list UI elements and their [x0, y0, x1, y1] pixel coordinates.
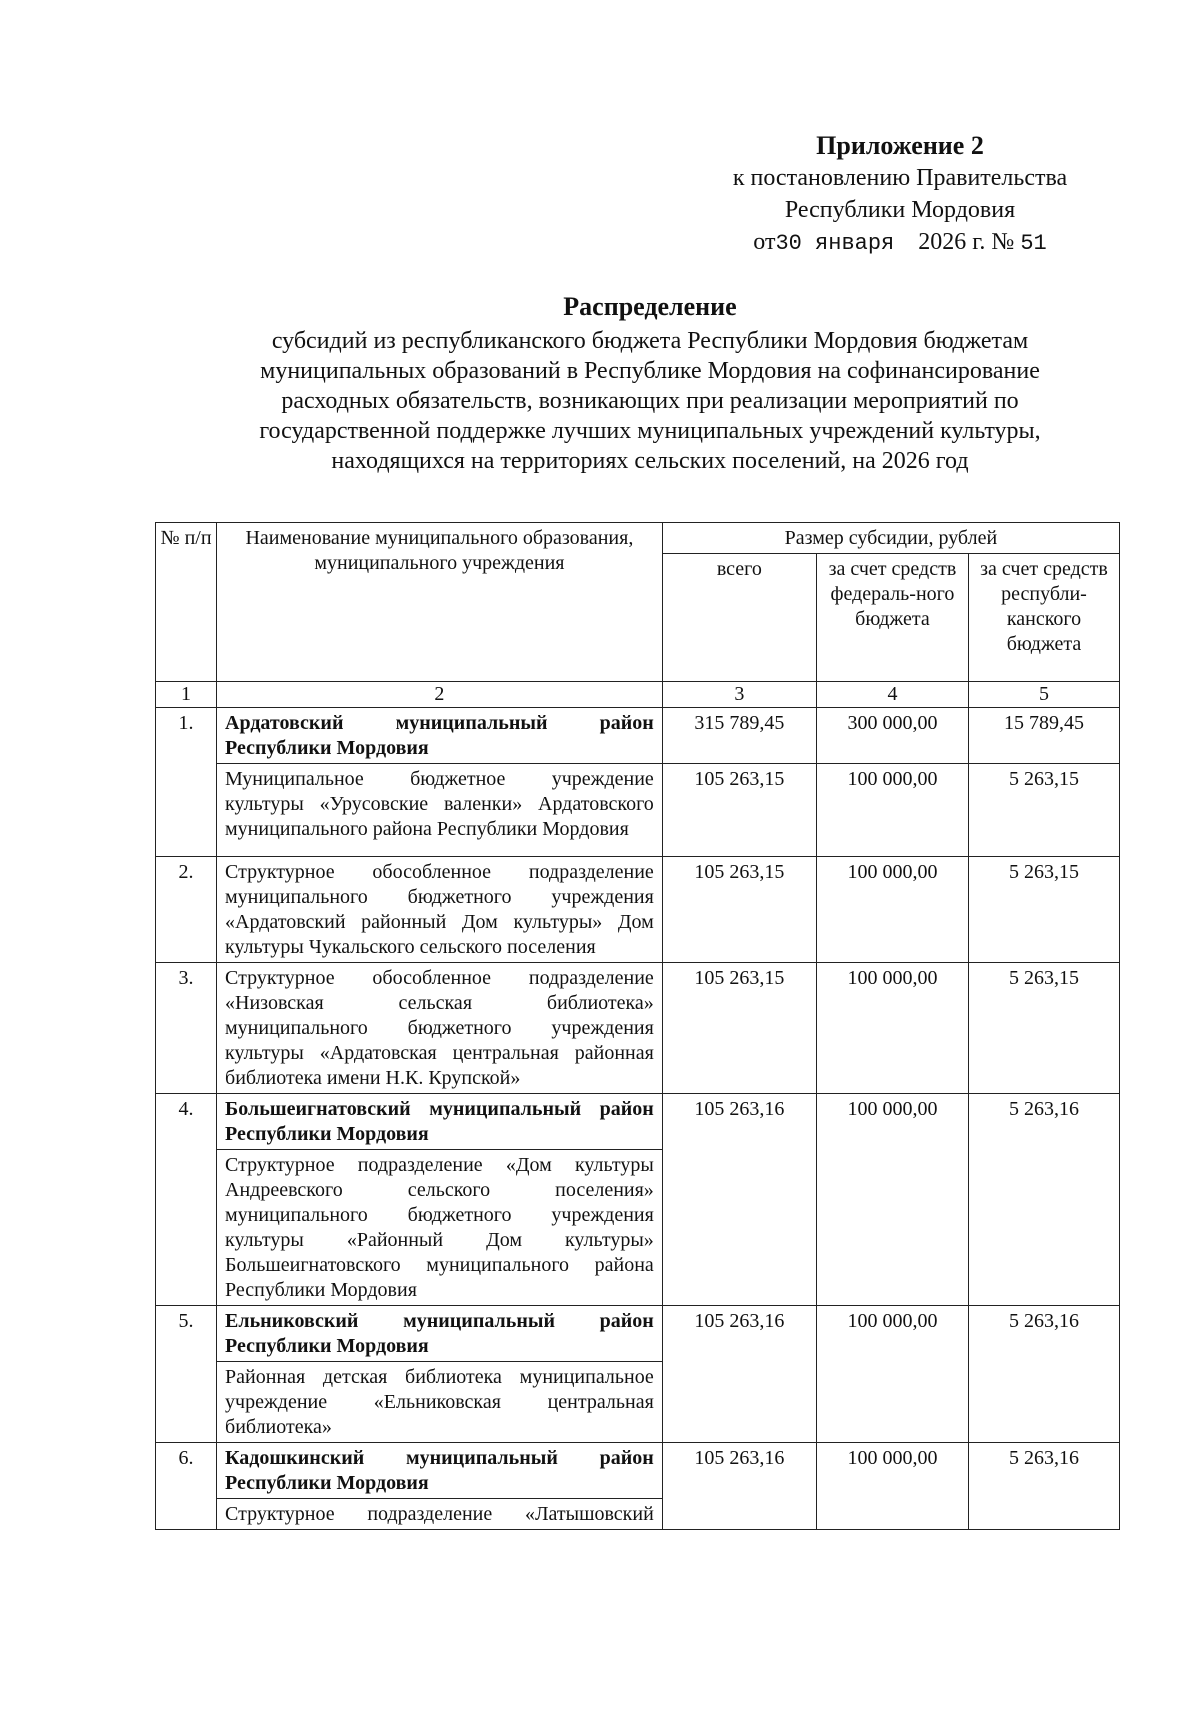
value-total: 315 789,45 [662, 708, 816, 764]
appendix-line-1: к постановлению Правительства [732, 165, 1068, 191]
title-line-1: субсидий из республиканского бюджета Республики Мордовия бюджетам [271, 328, 1029, 354]
header-num: № п/п [156, 523, 217, 682]
date-year: 2026 г. № [918, 229, 1015, 255]
value-republic: 5 263,15 [968, 963, 1119, 1094]
value-total: 105 263,16 [662, 1306, 816, 1443]
subsidy-table [155, 522, 1120, 1530]
value-federal: 100 000,00 [816, 857, 968, 963]
date-handwritten: 30 января [775, 231, 895, 256]
value-total: 105 263,16 [662, 1094, 816, 1306]
appendix-title: Приложение 2 [816, 131, 984, 160]
row-number: 2. [156, 857, 217, 963]
row-number: 5. [156, 1306, 217, 1443]
district-name: Большеигнатовский муниципальный район Республики Мордовия [217, 1094, 663, 1150]
col-number: 2 [217, 682, 663, 708]
value-republic: 5 263,16 [968, 1443, 1119, 1530]
institution-name: Структурное подразделение «Латышовский [217, 1499, 663, 1530]
col-number: 4 [816, 682, 968, 708]
date-prefix: от [753, 229, 776, 255]
title-line-4: государственной поддержке лучших муниципальных учреждений культуры, [259, 418, 1041, 444]
table-row [156, 1443, 1120, 1499]
district-name: Кадошкинский муниципальный район Республики Мордовия [217, 1443, 663, 1499]
table-row [156, 857, 1120, 963]
value-republic: 5 263,15 [968, 764, 1119, 857]
table-row [156, 963, 1120, 1094]
header-total: всего [662, 554, 816, 682]
value-republic: 5 263,16 [968, 1094, 1119, 1306]
table-row [156, 1094, 1120, 1150]
header-republic: за счет средств республи-канского бюджета [968, 554, 1119, 682]
value-federal: 100 000,00 [816, 1443, 968, 1530]
col-number: 5 [968, 682, 1119, 708]
value-total: 105 263,15 [662, 963, 816, 1094]
col-number: 3 [662, 682, 816, 708]
value-federal: 100 000,00 [816, 963, 968, 1094]
value-federal: 100 000,00 [816, 764, 968, 857]
header-size: Размер субсидии, рублей [662, 523, 1119, 554]
district-name: Ельниковский муниципальный район Республики Мордовия [217, 1306, 663, 1362]
value-republic: 15 789,45 [968, 708, 1119, 764]
value-federal: 300 000,00 [816, 708, 968, 764]
value-republic: 5 263,16 [968, 1306, 1119, 1443]
column-number-row [156, 682, 1120, 708]
appendix-line-2: Республики Мордовия [784, 197, 1016, 223]
value-federal: 100 000,00 [816, 1306, 968, 1443]
institution-name: Структурное подразделение «Дом культуры Андреевского сельского поселения» муниципального бюджетного учреждения культуры «Районный Дом культуры» Большеигнатовского муниципального района Республики Мордовия [217, 1150, 663, 1306]
document-title [150, 292, 1150, 476]
row-number: 4. [156, 1094, 217, 1306]
row-number: 3. [156, 963, 217, 1094]
table-header-row [156, 523, 1120, 554]
table-row [156, 764, 1120, 857]
header-federal: за счет средств федераль-ного бюджета [816, 554, 968, 682]
district-name: Ардатовский муниципальный район Республики Мордовия [217, 708, 663, 764]
value-total: 105 263,15 [662, 764, 816, 857]
row-number: 1. [156, 708, 217, 857]
title-line-2: муниципальных образований в Республике Мордовия на софинансирование [260, 358, 1040, 384]
document-number: 51 [1020, 231, 1047, 256]
value-total: 105 263,15 [662, 857, 816, 963]
row-number: 6. [156, 1443, 217, 1530]
title-line-3: расходных обязательств, возникающих при реализации мероприятий по [281, 388, 1019, 414]
appendix-header [700, 130, 1100, 260]
title-line-5: находящихся на территориях сельских поселений, на 2026 год [331, 448, 969, 474]
header-name: Наименование муниципального образования, муниципального учреждения [217, 523, 663, 682]
table-row [156, 708, 1120, 764]
value-total: 105 263,16 [662, 1443, 816, 1530]
col-number: 1 [156, 682, 217, 708]
institution-name: Районная детская библиотека муниципальное учреждение «Ельниковская центральная библиотека» [217, 1362, 663, 1443]
institution-name: Структурное обособленное подразделение «Низовская сельская библиотека» муниципального бюджетного учреждения культуры «Ардатовская центральная районная библиотека имени Н.К. Крупской» [217, 963, 663, 1094]
value-federal: 100 000,00 [816, 1094, 968, 1306]
value-republic: 5 263,15 [968, 857, 1119, 963]
institution-name: Муниципальное бюджетное учреждение культуры «Урусовские валенки» Ардатовского муниципального района Республики Мордовия [217, 764, 663, 857]
institution-name: Структурное обособленное подразделение муниципального бюджетного учреждения «Ардатовский районный Дом культуры» Дом культуры Чукальского сельского поселения [217, 857, 663, 963]
title-heading: Распределение [563, 292, 737, 321]
table-row [156, 1306, 1120, 1362]
appendix-date-line [700, 226, 1100, 260]
